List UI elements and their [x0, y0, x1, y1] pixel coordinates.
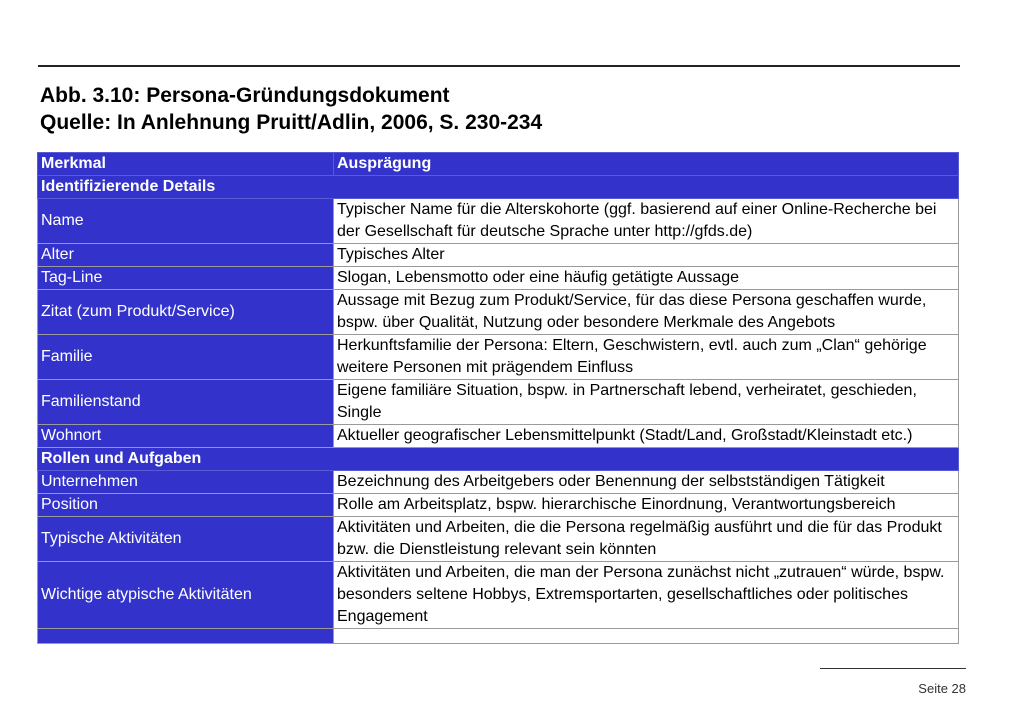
table-row: [38, 425, 959, 448]
footer-rule: [820, 668, 966, 669]
row-value: Typisches Alter: [334, 244, 959, 267]
table-row: [38, 335, 959, 380]
row-value: Eigene familiäre Situation, bspw. in Partnerschaft lebend, verheiratet, geschieden, Single: [334, 380, 959, 425]
title-line-2: Quelle: In Anlehnung Pruitt/Adlin, 2006, S. 230-234: [40, 111, 543, 134]
table-row: [38, 562, 959, 629]
section-title: Rollen und Aufgaben: [38, 448, 959, 471]
table-row: [38, 380, 959, 425]
row-value: Aktueller geografischer Lebensmittelpunkt (Stadt/Land, Großstadt/Kleinstadt etc.): [334, 425, 959, 448]
table-header-row: [38, 153, 959, 176]
row-value: Typischer Name für die Alterskohorte (ggf. basierend auf einer Online-Recherche bei der Gesellschaft für deutsche Sprache unter http://gfds.de): [334, 199, 959, 244]
row-value: Aussage mit Bezug zum Produkt/Service, für das diese Persona geschaffen wurde, bspw. über Qualität, Nutzung oder besondere Merkmale des Angebots: [334, 290, 959, 335]
row-value: [334, 629, 959, 644]
table-row: [38, 471, 959, 494]
section-row: [38, 176, 959, 199]
table-row: [38, 267, 959, 290]
row-value: Bezeichnung des Arbeitgebers oder Benennung der selbstständigen Tätigkeit: [334, 471, 959, 494]
row-key: Name: [38, 199, 334, 244]
row-key: Wohnort: [38, 425, 334, 448]
row-key: Familienstand: [38, 380, 334, 425]
header-auspraegung: Ausprägung: [334, 153, 959, 176]
title-line-1: Abb. 3.10: Persona-Gründungsdokument: [40, 84, 450, 107]
persona-table: [37, 152, 959, 644]
table-row: [38, 290, 959, 335]
top-rule: [38, 65, 960, 67]
row-key: Wichtige atypische Aktivitäten: [38, 562, 334, 629]
table-row: [38, 244, 959, 267]
slide-title: [40, 82, 542, 136]
row-key: Tag-Line: [38, 267, 334, 290]
section-row: [38, 448, 959, 471]
table-row: [38, 494, 959, 517]
row-value: Rolle am Arbeitsplatz, bspw. hierarchische Einordnung, Verantwortungsbereich: [334, 494, 959, 517]
page-number: Seite 28: [918, 681, 966, 696]
row-value: Aktivitäten und Arbeiten, die man der Persona zunächst nicht „zutrauen“ würde, bspw. besonders seltene Hobbys, Extremsportarten, gesellschaftliches oder politisches Engagement: [334, 562, 959, 629]
row-value: Slogan, Lebensmotto oder eine häufig getätigte Aussage: [334, 267, 959, 290]
table-row: [38, 629, 959, 644]
row-key: Familie: [38, 335, 334, 380]
table-row: [38, 517, 959, 562]
row-key: [38, 629, 334, 644]
row-value: Aktivitäten und Arbeiten, die die Persona regelmäßig ausführt und die für das Produkt bzw. die Dienstleistung relevant sein könnten: [334, 517, 959, 562]
row-value: Herkunftsfamilie der Persona: Eltern, Geschwistern, evtl. auch zum „Clan“ gehörige weitere Personen mit prägendem Einfluss: [334, 335, 959, 380]
row-key: Typische Aktivitäten: [38, 517, 334, 562]
table-row: [38, 199, 959, 244]
row-key: Alter: [38, 244, 334, 267]
row-key: Position: [38, 494, 334, 517]
section-title: Identifizierende Details: [38, 176, 959, 199]
row-key: Unternehmen: [38, 471, 334, 494]
header-merkmal: Merkmal: [38, 153, 334, 176]
row-key: Zitat (zum Produkt/Service): [38, 290, 334, 335]
